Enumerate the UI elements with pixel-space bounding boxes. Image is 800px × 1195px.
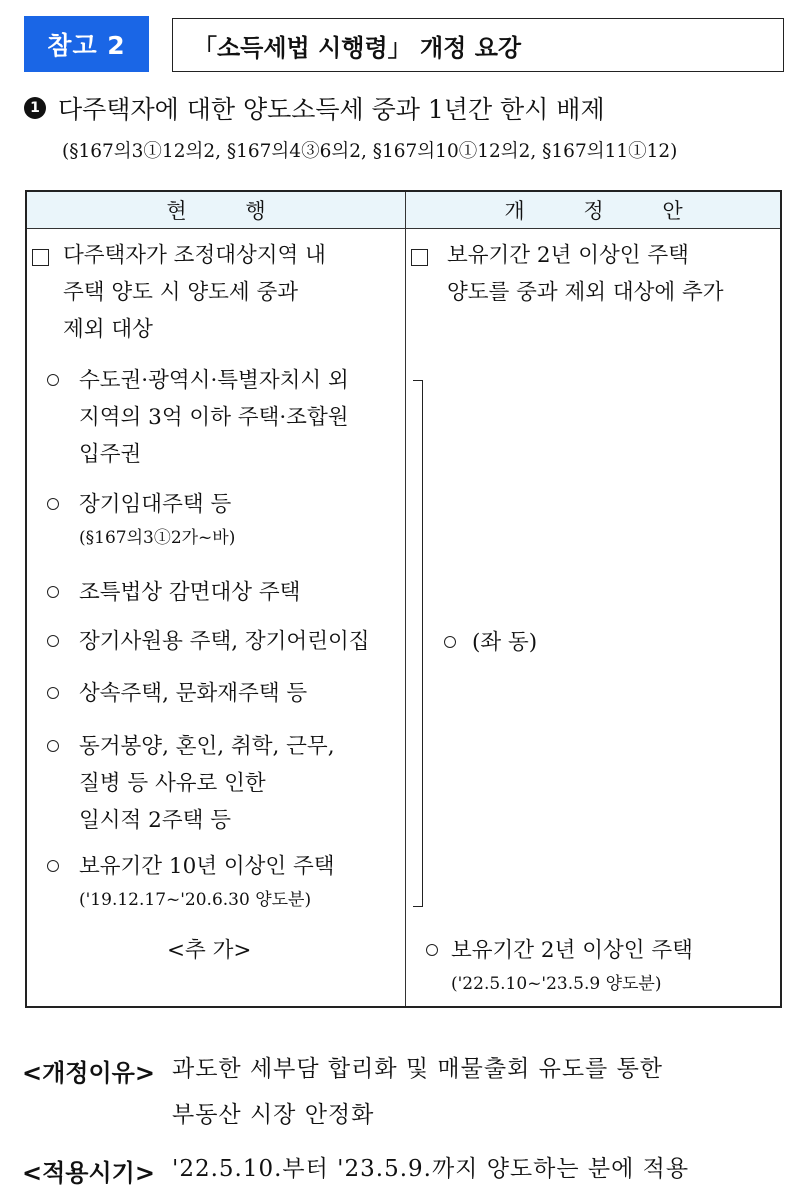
text-line: 질병 등 사유로 인한 [79, 771, 266, 796]
text-line: 입주권 [79, 442, 142, 467]
reason-text [172, 1046, 787, 1138]
circle-bullet-icon [47, 860, 59, 872]
text-line: 동거봉양, 혼인, 취학, 근무, [79, 734, 335, 759]
list-item [79, 486, 404, 553]
page-title: 「소득세법 시행령」 개정 요강 [172, 18, 784, 72]
text-line: 부동산 시장 안정화 [172, 1102, 375, 1128]
list-item [79, 574, 404, 611]
text-sub: ('19.12.17~'20.6.30 양도분) [79, 890, 312, 910]
text-line: 상속주택, 문화재주택 등 [79, 681, 308, 706]
text-sub: (§167의3①2가~바) [79, 528, 236, 548]
section-title [24, 90, 605, 126]
list-item [79, 728, 404, 839]
reference-badge: 참고 2 [24, 16, 149, 72]
list-item [79, 848, 404, 915]
add-label: <추 가> [167, 938, 252, 963]
text-line: 장기사원용 주택, 장기어린이집 [79, 629, 370, 654]
text-line: 지역의 3억 이하 주택·조합원 [79, 405, 349, 430]
circle-bullet-icon [47, 635, 59, 647]
text-line: 조특법상 감면대상 주택 [79, 580, 301, 605]
checkbox-square-icon [32, 249, 49, 266]
circle-bullet-icon [47, 687, 59, 699]
text-line: 양도를 중과 제외 대상에 추가 [447, 280, 724, 305]
circle-bullet-icon [47, 374, 59, 386]
revised-main-text [447, 237, 782, 311]
text-line: 보유기간 2년 이상인 주택 [451, 938, 693, 963]
list-item [79, 362, 404, 473]
list-item [79, 623, 409, 660]
table-header [27, 192, 780, 229]
checkbox-square-icon [411, 249, 428, 266]
effective-text: '22.5.10.부터 '23.5.9.까지 양도하는 분에 적용 [172, 1156, 690, 1182]
text-line: 다주택자가 조정대상지역 내 [63, 243, 326, 268]
text-line: 제외 대상 [63, 317, 153, 342]
section-references: (§167의3①12의2, §167의4③6의2, §167의10①12의2, §167의11①12) [62, 141, 678, 162]
circle-bullet-icon [47, 740, 59, 752]
revised-same-text: (좌 동) [472, 630, 538, 655]
effective-label: <적용시기> [22, 1159, 155, 1187]
circle-bullet-icon [47, 498, 59, 510]
text-sub: ('22.5.10~'23.5.9 양도분) [451, 974, 662, 994]
section-title-text: 다주택자에 대한 양도소득세 중과 1년간 한시 배제 [58, 95, 605, 124]
list-item [79, 675, 404, 712]
number-one-icon: 1 [24, 97, 46, 119]
circle-bullet-icon [47, 586, 59, 598]
text-line: 수도권·광역시·특별자치시 외 [79, 368, 349, 393]
text-line: 보유기간 10년 이상인 주택 [79, 854, 335, 879]
revised-add-text [451, 932, 781, 999]
text-line: 주택 양도 시 양도세 중과 [63, 280, 299, 305]
header-revised: 개 정 안 [504, 199, 709, 223]
column-divider [405, 192, 406, 1006]
text-line: 일시적 2주택 등 [79, 808, 231, 833]
text-line: 보유기간 2년 이상인 주택 [447, 243, 689, 268]
reason-label: <개정이유> [22, 1059, 155, 1087]
bracket-line [413, 380, 423, 907]
circle-bullet-icon [444, 636, 456, 648]
text-line: 장기임대주택 등 [79, 492, 232, 517]
current-main-text [63, 237, 403, 348]
circle-bullet-icon [426, 944, 438, 956]
header-current: 현 행 [166, 199, 292, 223]
comparison-table [25, 190, 782, 1008]
text-line: 과도한 세부담 합리화 및 매물출회 유도를 통한 [172, 1056, 664, 1082]
